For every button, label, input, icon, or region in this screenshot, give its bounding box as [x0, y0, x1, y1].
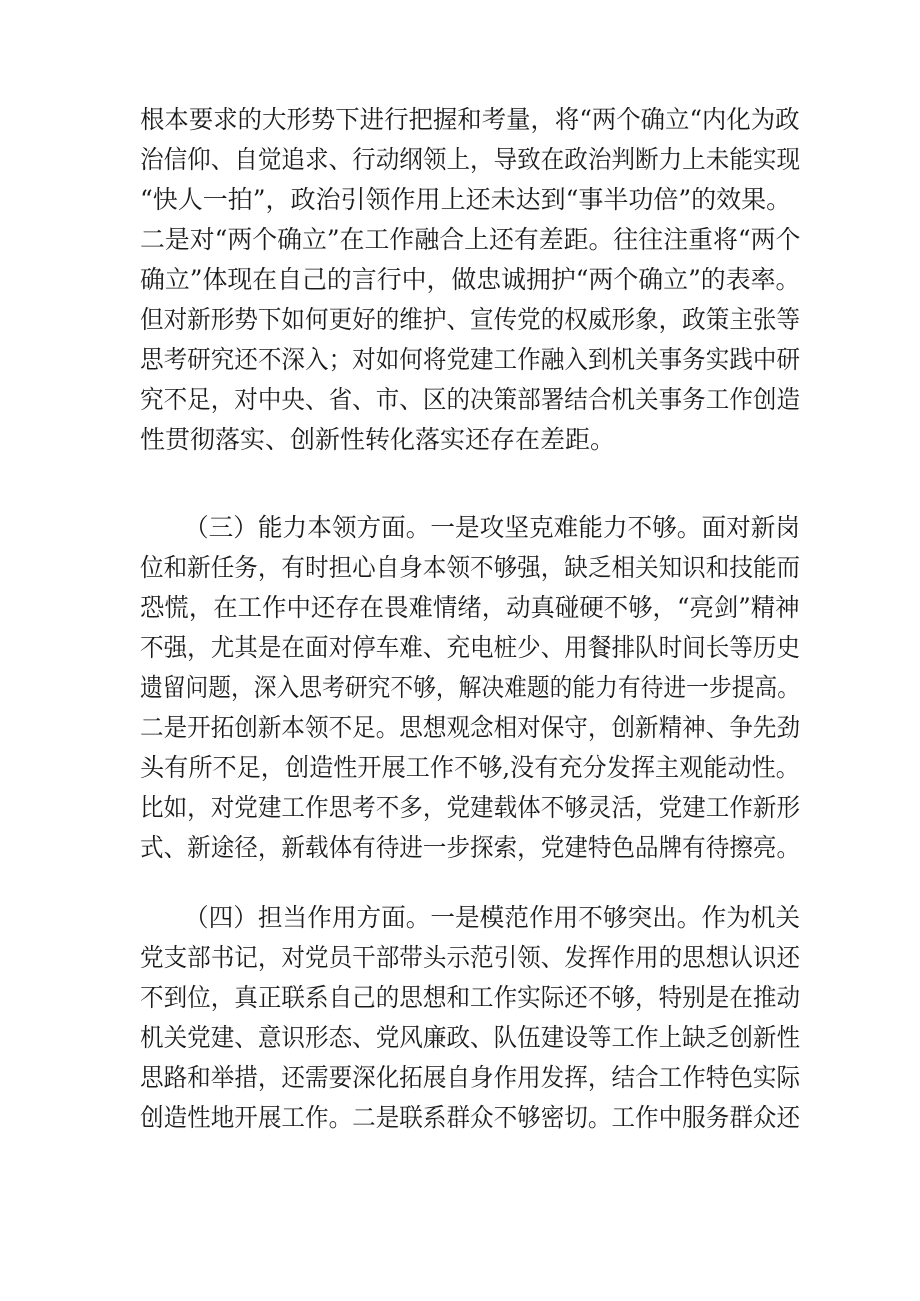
- section-heading-line: （三）能力本领方面。一是攻坚克难能力不够。面对新岗: [184, 513, 801, 542]
- text-line: 不到位，真正联系自己的思想和工作实际还不够，特别是在推动: [140, 983, 801, 1012]
- text-line: 头有所不足，创造性开展工作不够,没有充分发挥主观能动性。: [140, 753, 800, 782]
- text-line: 式、新途径，新载体有待进一步探索，党建特色品牌有待擦亮。: [140, 833, 801, 862]
- text-line: 比如，对党建工作思考不多，党建载体不够灵活，党建工作新形: [140, 793, 801, 822]
- text-line: 性贯彻落实、创新性转化落实还存在差距。: [140, 425, 616, 454]
- text-line: “快人一拍”，政治引领作用上还未达到“事半功倍”的效果。: [140, 185, 792, 214]
- text-line: 治信仰、自觉追求、行动纲领上，导致在政治判断力上未能实现: [140, 145, 801, 174]
- text-line: 根本要求的大形势下进行把握和考量，将“两个确立“内化为政: [140, 105, 800, 134]
- text-line: 不强，尤其是在面对停车难、充电桩少、用餐排队时间长等历史: [140, 633, 801, 662]
- section-heading-line: （四）担当作用方面。一是模范作用不够突出。作为机关: [184, 903, 801, 932]
- text-line: 究不足，对中央、省、市、区的决策部署结合机关事务工作创造: [140, 385, 801, 414]
- text-line: 位和新任务，有时担心自身本领不够强，缺乏相关知识和技能而: [140, 553, 801, 582]
- text-line: 遗留问题，深入思考研究不够，解决难题的能力有待进一步提高。: [140, 673, 800, 702]
- text-line: 创造性地开展工作。二是联系群众不够密切。工作中服务群众还: [140, 1103, 801, 1132]
- text-line: 思考研究还不深入；对如何将党建工作融入到机关事务实践中研: [140, 345, 801, 374]
- text-line: 确立”体现在自己的言行中，做忠诚拥护“两个确立”的表率。: [140, 265, 801, 294]
- text-line: 但对新形势下如何更好的维护、宣传党的权威形象，政策主张等: [140, 305, 801, 334]
- text-line: 党支部书记，对党员干部带头示范引领、发挥作用的思想认识还: [140, 943, 801, 972]
- text-line: 恐慌，在工作中还存在畏难情绪，动真碰硬不够，“亮剑”精神: [140, 593, 800, 622]
- text-line: 思路和举措，还需要深化拓展自身作用发挥，结合工作特色实际: [140, 1063, 801, 1092]
- text-line: 二是对“两个确立”在工作融合上还有差距。往往注重将“两个: [140, 225, 801, 254]
- text-line: 二是开拓创新本领不足。思想观念相对保守，创新精神、争先劲: [140, 713, 801, 742]
- text-line: 机关党建、意识形态、党风廉政、队伍建设等工作上缺乏创新性: [140, 1023, 801, 1052]
